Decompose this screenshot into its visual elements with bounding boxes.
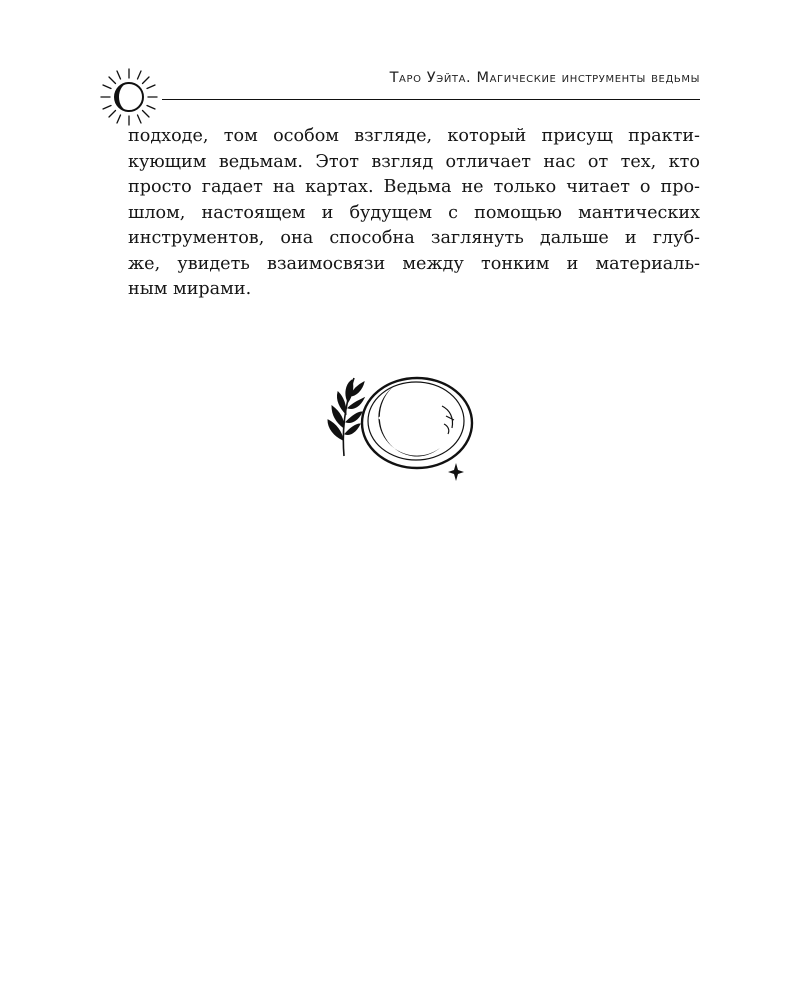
leaf-branch-icon: [328, 378, 364, 456]
text-line: кующим ведьмам. Этот взгляд отличает нас от тех, кто: [128, 151, 700, 172]
sun-moon-icon: [98, 66, 160, 128]
text-line: же, увидеть взаимосвязи между тонким и материаль-: [128, 253, 700, 274]
star-icon: [448, 463, 464, 481]
text-line: шлом, настоящем и будущем с помощью мантических: [128, 202, 700, 223]
moon-ornament: [318, 372, 482, 484]
header-rule: [162, 99, 700, 100]
body-paragraph: [128, 124, 700, 303]
text-line: просто гадает на картах. Ведьма не только читает о про-: [128, 177, 700, 197]
crescent-moon-face-icon: [362, 378, 472, 468]
running-title: Таро Уэйта. Магические инструменты ведьмы: [389, 70, 700, 86]
text-line: подходе, том особом взгляде, который присущ практи-: [128, 126, 700, 146]
text-line: инструментов, она способна заглянуть дальше и глуб-: [128, 228, 700, 248]
text-line: ным мирами.: [128, 279, 252, 299]
page-header: [98, 66, 700, 116]
